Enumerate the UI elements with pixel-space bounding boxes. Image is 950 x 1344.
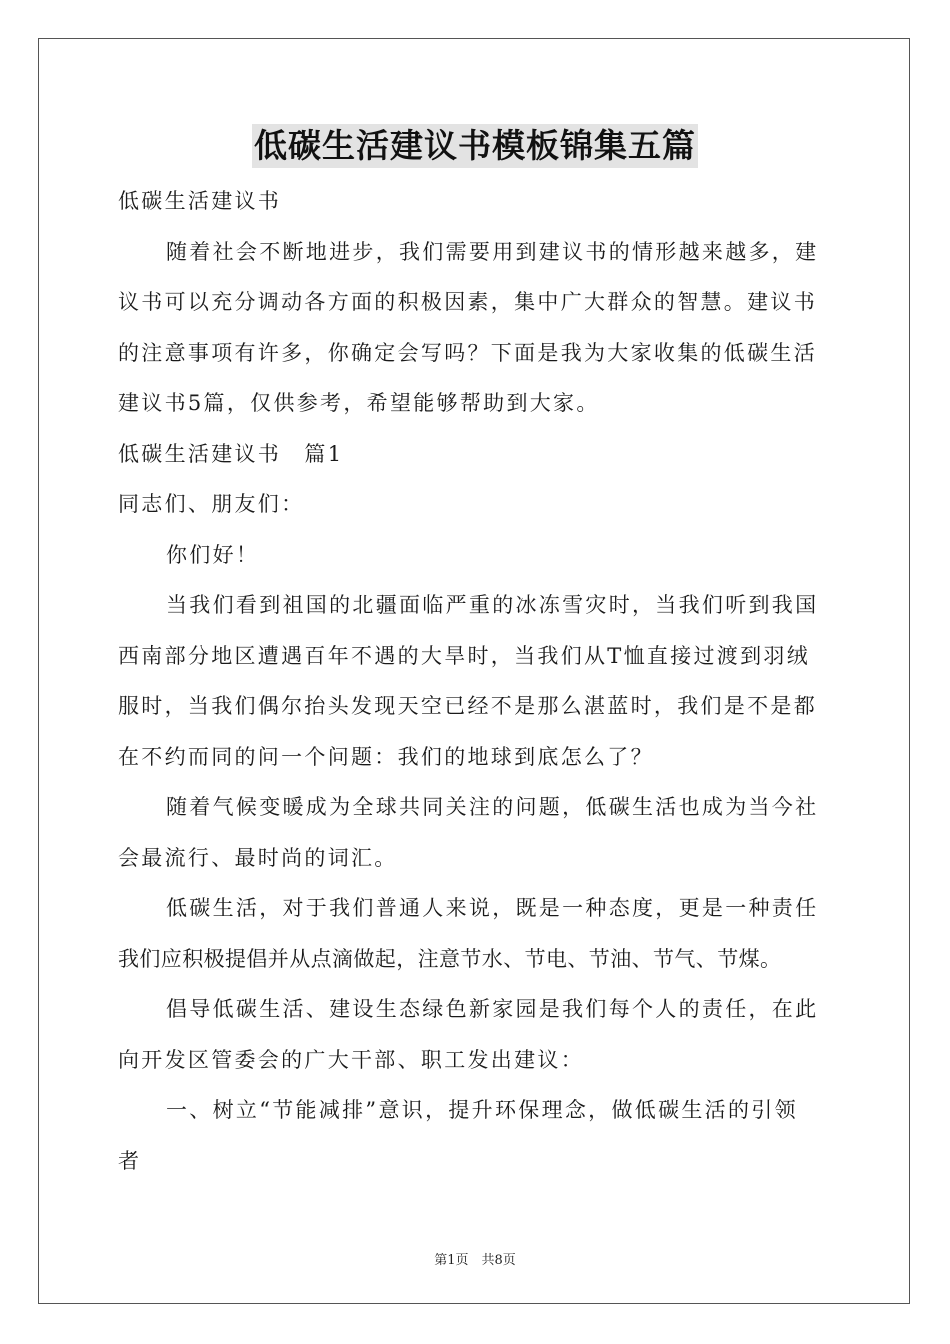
text-line: 低碳生活，对于我们普通人来说，既是一种态度，更是一种责任 [166,896,819,920]
text-line: 者 [118,1148,142,1173]
text-line: 建议书5篇，仅供参考，希望能够帮助到大家。 [118,391,600,415]
text-line: 倡导低碳生活、建设生态绿色新家园是我们每个人的责任，在此 [166,997,819,1021]
document-title [0,124,950,168]
document-title-text: 低碳生活建议书模板锦集五篇 [252,124,698,168]
text-line: 会最流行、最时尚的词汇。 [118,845,398,870]
text-line: 我们应积极提倡并从点滴做起，注意节水、节电、节油、节气、节煤。 [118,946,782,971]
text-line: 向开发区管委会的广大干部、职工发出建议： [118,1047,584,1072]
text-line: 低碳生活建议书 篇1 [118,441,344,466]
text-line: 当我们看到祖国的北疆面临严重的冰冻雪灾时，当我们听到我国 [166,593,819,617]
document-body [118,176,834,1186]
text-line: 议书可以充分调动各方面的积极因素，集中广大群众的智慧。建议书 [118,290,817,314]
text-line: 一、树立“节能减排”意识，提升环保理念，做低碳生活的引领 [166,1098,798,1122]
text-line: 随着社会不断地进步，我们需要用到建议书的情形越来越多，建 [166,239,819,264]
text-line: 同志们、朋友们： [118,492,305,516]
text-line: 低碳生活建议书 [118,189,282,213]
page-footer: 第1页 共8页 [434,1253,516,1268]
text-line: 随着气候变暖成为全球共同关注的问题，低碳生活也成为当今社 [166,795,819,819]
text-line: 服时，当我们偶尔抬头发现天空已经不是那么湛蓝时，我们是不是都 [118,694,817,718]
text-line: 在不约而同的问一个问题：我们的地球到底怎么了？ [118,744,654,769]
text-line: 你们好！ [166,542,260,567]
text-line: 的注意事项有许多，你确定会写吗？下面是我为大家收集的低碳生活 [118,340,817,365]
text-line: 西南部分地区遭遇百年不遇的大旱时，当我们从T恤直接过渡到羽绒 [118,643,811,668]
